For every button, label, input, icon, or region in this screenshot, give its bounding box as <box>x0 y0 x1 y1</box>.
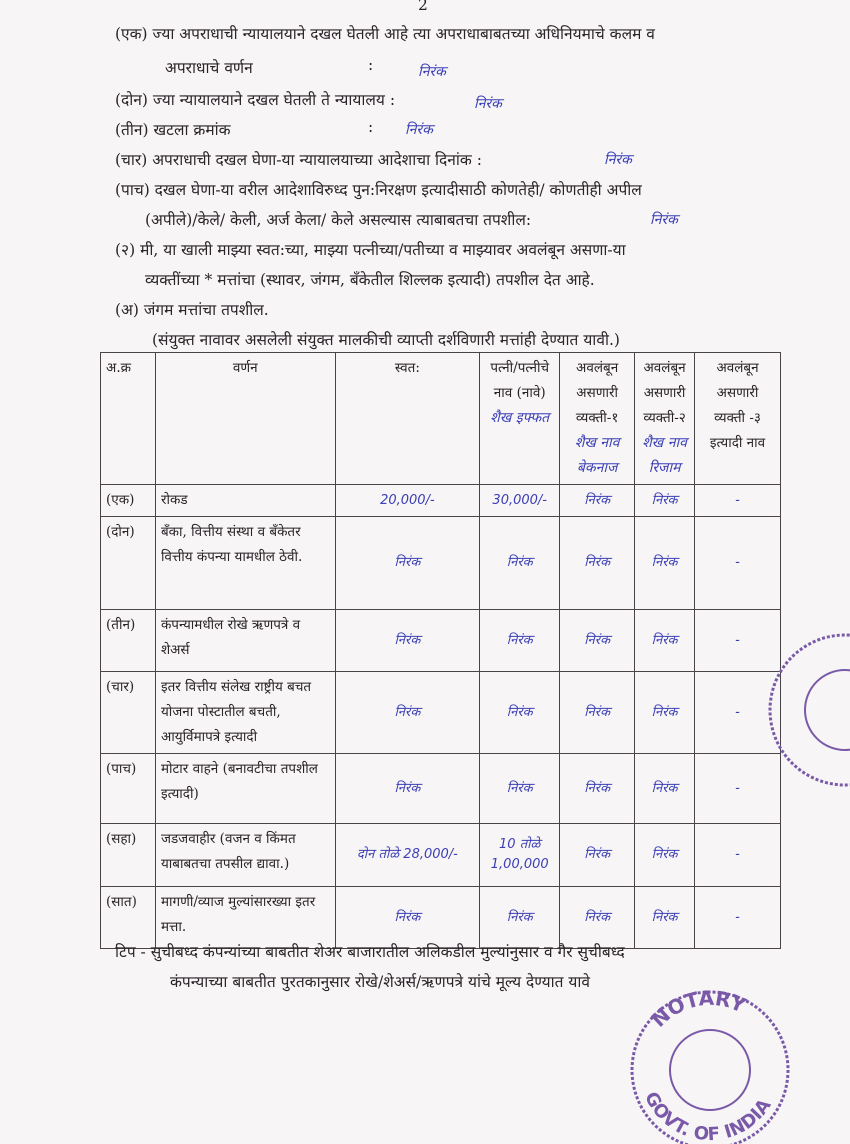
item-3-label: (तीन) खटला क्रमांक <box>115 121 231 139</box>
value-self: निरंक <box>335 672 480 754</box>
row-description: बँका, वित्तीय संस्था व बँकेतर वित्तीय कंपन्या यामधील ठेवी. <box>155 517 335 610</box>
item-1-label-cont: अपराधाचे वर्णन <box>165 59 253 77</box>
item-4-value: निरंक <box>604 152 632 168</box>
value-spouse: निरंक <box>480 517 560 610</box>
value-dependent-3: - <box>695 887 781 949</box>
value-dependent-2: निरंक <box>635 672 695 754</box>
value-dependent-3: - <box>695 672 781 754</box>
svg-text:GOVT. OF INDIA: GOVT. OF INDIA <box>640 1088 776 1144</box>
section2-line2: व्यक्तींच्या * मत्तांचा (स्थावर, जंगम, बँकेतील शिल्लक इत्यादी) तपशील देत आहे. <box>145 271 595 289</box>
value-dependent-3: - <box>695 485 781 517</box>
item-2-value: निरंक <box>474 96 502 112</box>
value-dependent-3: - <box>695 754 781 824</box>
header-sr: अ.क्र <box>101 353 156 485</box>
value-self: दोन तोळे 28,000/- <box>335 824 480 887</box>
header-spouse: पत्नी/पत्नीचे नाव (नावे) शैख इफ्फत <box>480 353 560 485</box>
table-row <box>101 485 781 517</box>
row-description: इतर वित्तीय संलेख राष्ट्रीय बचत योजना पोस्टातील बचती, आयुर्विमापत्रे इत्यादी <box>155 672 335 754</box>
value-spouse: 10 तोळे 1,00,000 <box>480 824 560 887</box>
row-description: रोकड <box>155 485 335 517</box>
row-number: (पाच) <box>101 754 156 824</box>
value-spouse: 30,000/- <box>480 485 560 517</box>
value-spouse: निरंक <box>480 672 560 754</box>
row-number: (तीन) <box>101 610 156 672</box>
page-number: 2 <box>418 0 428 14</box>
value-spouse: निरंक <box>480 887 560 949</box>
table-row <box>101 754 781 824</box>
value-dependent-1: निरंक <box>560 610 635 672</box>
value-spouse: निरंक <box>480 754 560 824</box>
item-1-label: (एक) ज्या अपराधाची न्यायालयाने दखल घेतली आहे त्या अपराधाबाबतच्या अधिनियमाचे कलम व <box>115 25 655 43</box>
section2-line1: (२) मी, या खाली माझ्या स्वत:च्या, माझ्या पत्नीच्या/पतीच्या व माझ्यावर अवलंबून असणा-या <box>115 241 626 259</box>
value-dependent-1: निरंक <box>560 672 635 754</box>
value-self: निरंक <box>335 887 480 949</box>
row-number: (सहा) <box>101 824 156 887</box>
footnote-line2: कंपन्याच्या बाबतीत पुरतकानुसार रोखे/शेअर्स/ऋणपत्रे यांचे मूल्य देण्यात यावे <box>170 973 591 991</box>
row-number: (एक) <box>101 485 156 517</box>
item-5-label: (पाच) दखल घेणा-या वरील आदेशाविरुध्द पुन:निरक्षण इत्यादीसाठी कोणतेही/ कोणतीही अपील <box>115 181 642 199</box>
item-2-label: (दोन) ज्या न्यायालयाने दखल घेतली ते न्यायालय : <box>115 91 396 109</box>
value-self: निरंक <box>335 517 480 610</box>
table-header-row <box>101 353 781 485</box>
table-row <box>101 672 781 754</box>
dependent-1-name: शैख नाव बेकनाज <box>574 435 620 476</box>
row-description: जडजवाहीर (वजन व किंमत याबाबतचा तपसील द्यावा.) <box>155 824 335 887</box>
table-row <box>101 824 781 887</box>
table-row <box>101 610 781 672</box>
value-self: निरंक <box>335 610 480 672</box>
row-description: मागणी/व्याज मुल्यांसारख्या इतर मत्ता. <box>155 887 335 949</box>
value-dependent-2: निरंक <box>635 887 695 949</box>
value-dependent-1: निरंक <box>560 887 635 949</box>
item-4-label: (चार) अपराधाची दखल घेणा-या न्यायालयाच्या आदेशाचा दिनांक : <box>115 151 482 169</box>
value-dependent-1: निरंक <box>560 485 635 517</box>
value-self: 20,000/- <box>335 485 480 517</box>
item-3-value: निरंक <box>405 122 433 138</box>
dependent-2-name: शैख नाव रिजाम <box>642 435 687 476</box>
value-dependent-2: निरंक <box>635 610 695 672</box>
value-dependent-3: - <box>695 610 781 672</box>
value-dependent-3: - <box>695 517 781 610</box>
notary-stamp <box>625 985 795 1144</box>
row-description: कंपन्यामधील रोखे ऋणपत्रे व शेअर्स <box>155 610 335 672</box>
section2-subheading: (अ) जंगम मत्तांचा तपशील. <box>115 301 269 319</box>
row-number: (दोन) <box>101 517 156 610</box>
movable-assets-table <box>100 352 781 949</box>
spouse-name: शैख इफ्फत <box>490 410 550 426</box>
section2-note: (संयुक्त नावावर असलेली संयुक्त मालकीची व्याप्ती दर्शविणारी मत्तांही देण्यात यावी.) <box>152 331 620 349</box>
value-dependent-2: निरंक <box>635 517 695 610</box>
item-5-value: निरंक <box>650 212 678 228</box>
item-1-value: निरंक <box>418 64 446 80</box>
header-dependent-1: अवलंबून असणारी व्यक्ती-१ शैख नाव बेकनाज <box>560 353 635 485</box>
value-dependent-2: निरंक <box>635 824 695 887</box>
row-description: मोटार वाहने (बनावटीचा तपशील इत्यादी) <box>155 754 335 824</box>
footnote-line1: टिप - सुचीबध्द कंपन्यांच्या बाबतीत शेअर बाजारातील अलिकडील मुल्यांनुसार व गैर सुचीबध्द <box>115 943 625 961</box>
row-number: (सात) <box>101 887 156 949</box>
value-dependent-2: निरंक <box>635 754 695 824</box>
value-dependent-1: निरंक <box>560 517 635 610</box>
header-description: वर्णन <box>155 353 335 485</box>
value-dependent-3: - <box>695 824 781 887</box>
table-row <box>101 517 781 610</box>
item-5-label-cont: (अपीले)/केले/ केली, अर्ज केला/ केले असल्यास त्याबाबतचा तपशील: <box>145 211 532 229</box>
value-spouse: निरंक <box>480 610 560 672</box>
header-self: स्वत: <box>335 353 480 485</box>
document-page: 2 (एक) ज्या अपराधाची न्यायालयाने दखल घेतली आहे त्या अपराधाबाबतच्या अधिनियमाचे कलम व अपराधाचे वर्णन : निरंक (दोन) ज्या न्यायालयाने दखल घेतली ते न्यायालय : निरंक (तीन) खटला क्रमांक : निरंक (चार) अपराधाची दखल घेणा-या न्यायालयाच्या आदेशाचा दिनांक : निरंक (पाच) दखल घेणा-या वरील आदेशाविरुध्द पुन:निरक्षण इत्यादीसाठी कोणतेही/ कोणतीही अपील (अपीले)/केले/ केली, अर्ज केला/ केले असल्यास त्याबाबतचा तपशील: निरंक (२) मी, या खाली माझ्या स्वत:च्या, माझ्या पत्नीच्या/पतीच्या व माझ्यावर अवलंबून असणा-या व्यक्तींच्या * मत्तांचा (स्थावर, जंगम, बँकेतील शिल्लक इत्यादी) तपशील देत आहे. (अ) जंगम मत्तांचा तपशील. (संयुक्त नावावर असलेली संयुक्त मालकीची व्याप्ती दर्शविणारी मत्तांही देण्यात यावी.) अ.क्र वर्णन स्वत: पत्नी/पत्नीचे नाव (नावे) शैख इफ्फत अवलंबून असणारी व्यक्ती-१ शैख नाव बेकनाज अवलंबून असणारी व्यक्ती-२ शैख नाव रिजाम अवलंबून असणारी व्यक्ती -३ इत्यादी नाव (एक) रोकड 20,000/- 30,000/- निरंक निरंक - (दोन) बँका, वित्तीय संस्था व बँकेतर वित्तीय कंपन्या यामधील ठेवी. निरंक निरंक निरंक निरंक - (तीन) कंपन्यामधील रोखे ऋणपत्रे व शेअर्स निरंक निरंक निरंक निरंक - (चार) इतर वित्तीय संलेख राष्ट्रीय बचत योजना पोस्टातील बचती, आयुर्विमापत्रे इत्यादी निरंक निरंक निरंक निरंक - (पाच) मोटार वाहने (बनावटीचा तपशील इत्यादी) निरंक निरंक निरंक निरंक - (सहा) जडजवाहीर (वजन व किंमत याबाबतचा तपसील द्यावा.) दोन तोळे 28,000/- 10 तोळे 1,00,000 निरंक निरंक - (सात) मागणी/व्याज मुल्यांसारख्या इतर मत्ता. निरंक निरंक निरंक निरंक - टिप - सुचीबध्द कंपन्यांच्या बाबतीत शेअर बाजारातील अलिकडील मुल्यांनुसार व गैर सुचीबध्द कंपन्याच्या बाबतीत पुरतकानुसार रोखे/शेअर्स/ऋणपत्रे यांचे मूल्य देण्यात यावे NOTARY GOVT. OF INDIA <box>0 0 850 1144</box>
value-dependent-2: निरंक <box>635 485 695 517</box>
value-dependent-1: निरंक <box>560 754 635 824</box>
svg-text:NOTARY: NOTARY <box>646 985 750 1032</box>
notary-stamp-partial <box>765 625 850 795</box>
value-self: निरंक <box>335 754 480 824</box>
row-number: (चार) <box>101 672 156 754</box>
header-dependent-3: अवलंबून असणारी व्यक्ती -३ इत्यादी नाव <box>695 353 781 485</box>
header-dependent-2: अवलंबून असणारी व्यक्ती-२ शैख नाव रिजाम <box>635 353 695 485</box>
value-dependent-1: निरंक <box>560 824 635 887</box>
